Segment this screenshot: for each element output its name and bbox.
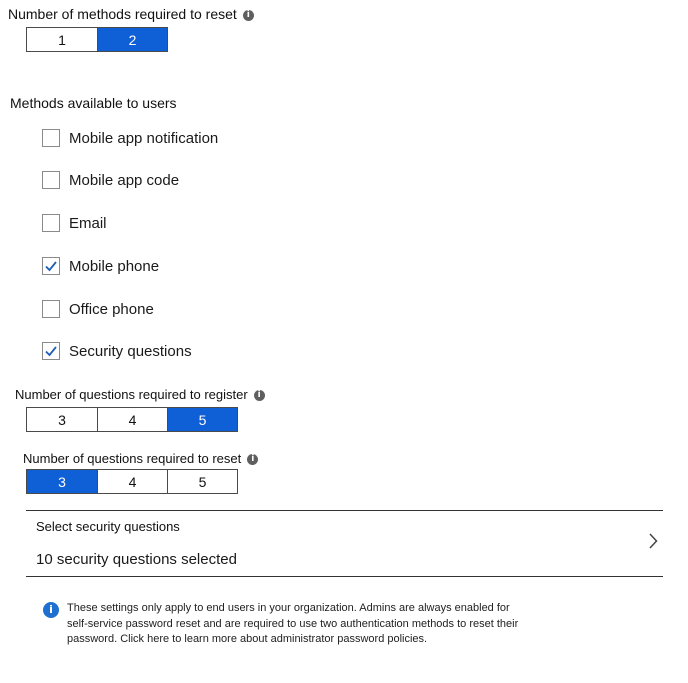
checkmark-icon <box>44 259 58 273</box>
method-mobile-app-notification[interactable] <box>42 127 218 149</box>
checkbox[interactable] <box>42 300 60 318</box>
checkbox[interactable] <box>42 171 60 189</box>
questions-register-heading <box>15 387 265 402</box>
method-label: Mobile app code <box>69 171 180 189</box>
info-icon[interactable]: i <box>243 10 254 21</box>
method-label: Office phone <box>69 300 154 318</box>
methods-required-selector <box>26 27 168 52</box>
select-security-questions-row[interactable] <box>26 511 663 576</box>
security-questions-title: Select security questions <box>36 519 180 534</box>
questions-reset-option-5[interactable]: 5 <box>167 470 237 493</box>
questions-register-selector <box>26 407 238 432</box>
checkbox[interactable] <box>42 129 60 147</box>
questions-register-option-4[interactable]: 4 <box>97 408 167 431</box>
security-questions-value: 10 security questions selected <box>36 551 237 568</box>
method-label: Security questions <box>69 342 192 360</box>
methods-required-option-1[interactable]: 1 <box>27 28 97 51</box>
info-icon: i <box>43 602 59 618</box>
info-icon[interactable]: i <box>254 390 265 401</box>
questions-reset-heading <box>23 451 258 466</box>
method-label: Mobile phone <box>69 257 160 275</box>
checkbox[interactable] <box>42 257 60 275</box>
checkbox[interactable] <box>42 214 60 232</box>
method-security-questions[interactable] <box>42 340 192 362</box>
methods-required-label: Number of methods required to reset <box>8 6 237 22</box>
questions-reset-option-4[interactable]: 4 <box>97 470 167 493</box>
questions-register-option-3[interactable]: 3 <box>27 408 97 431</box>
questions-reset-label: Number of questions required to reset <box>23 451 242 466</box>
questions-register-option-5[interactable]: 5 <box>167 408 237 431</box>
divider-bottom <box>26 576 663 577</box>
methods-required-option-2[interactable]: 2 <box>97 28 167 51</box>
checkbox[interactable] <box>42 342 60 360</box>
questions-reset-selector <box>26 469 238 494</box>
methods-available-heading: Methods available to users <box>10 95 177 111</box>
method-mobile-phone[interactable] <box>42 255 159 277</box>
questions-register-label: Number of questions required to register <box>15 387 248 402</box>
method-mobile-app-code[interactable] <box>42 169 179 191</box>
checkmark-icon <box>44 344 58 358</box>
info-note: These settings only apply to end users in your organization. Admins are always enabled for self-service password reset and are required to use two authentication methods to reset their password. Click here to learn more about administrator password policies. <box>67 602 519 645</box>
methods-required-heading <box>8 6 254 22</box>
method-email[interactable] <box>42 212 107 234</box>
chevron-right-icon <box>648 533 658 549</box>
info-icon[interactable]: i <box>247 454 258 465</box>
questions-reset-option-3[interactable]: 3 <box>27 470 97 493</box>
method-label: Mobile app notification <box>69 129 219 147</box>
method-office-phone[interactable] <box>42 298 154 320</box>
method-label: Email <box>69 214 107 232</box>
